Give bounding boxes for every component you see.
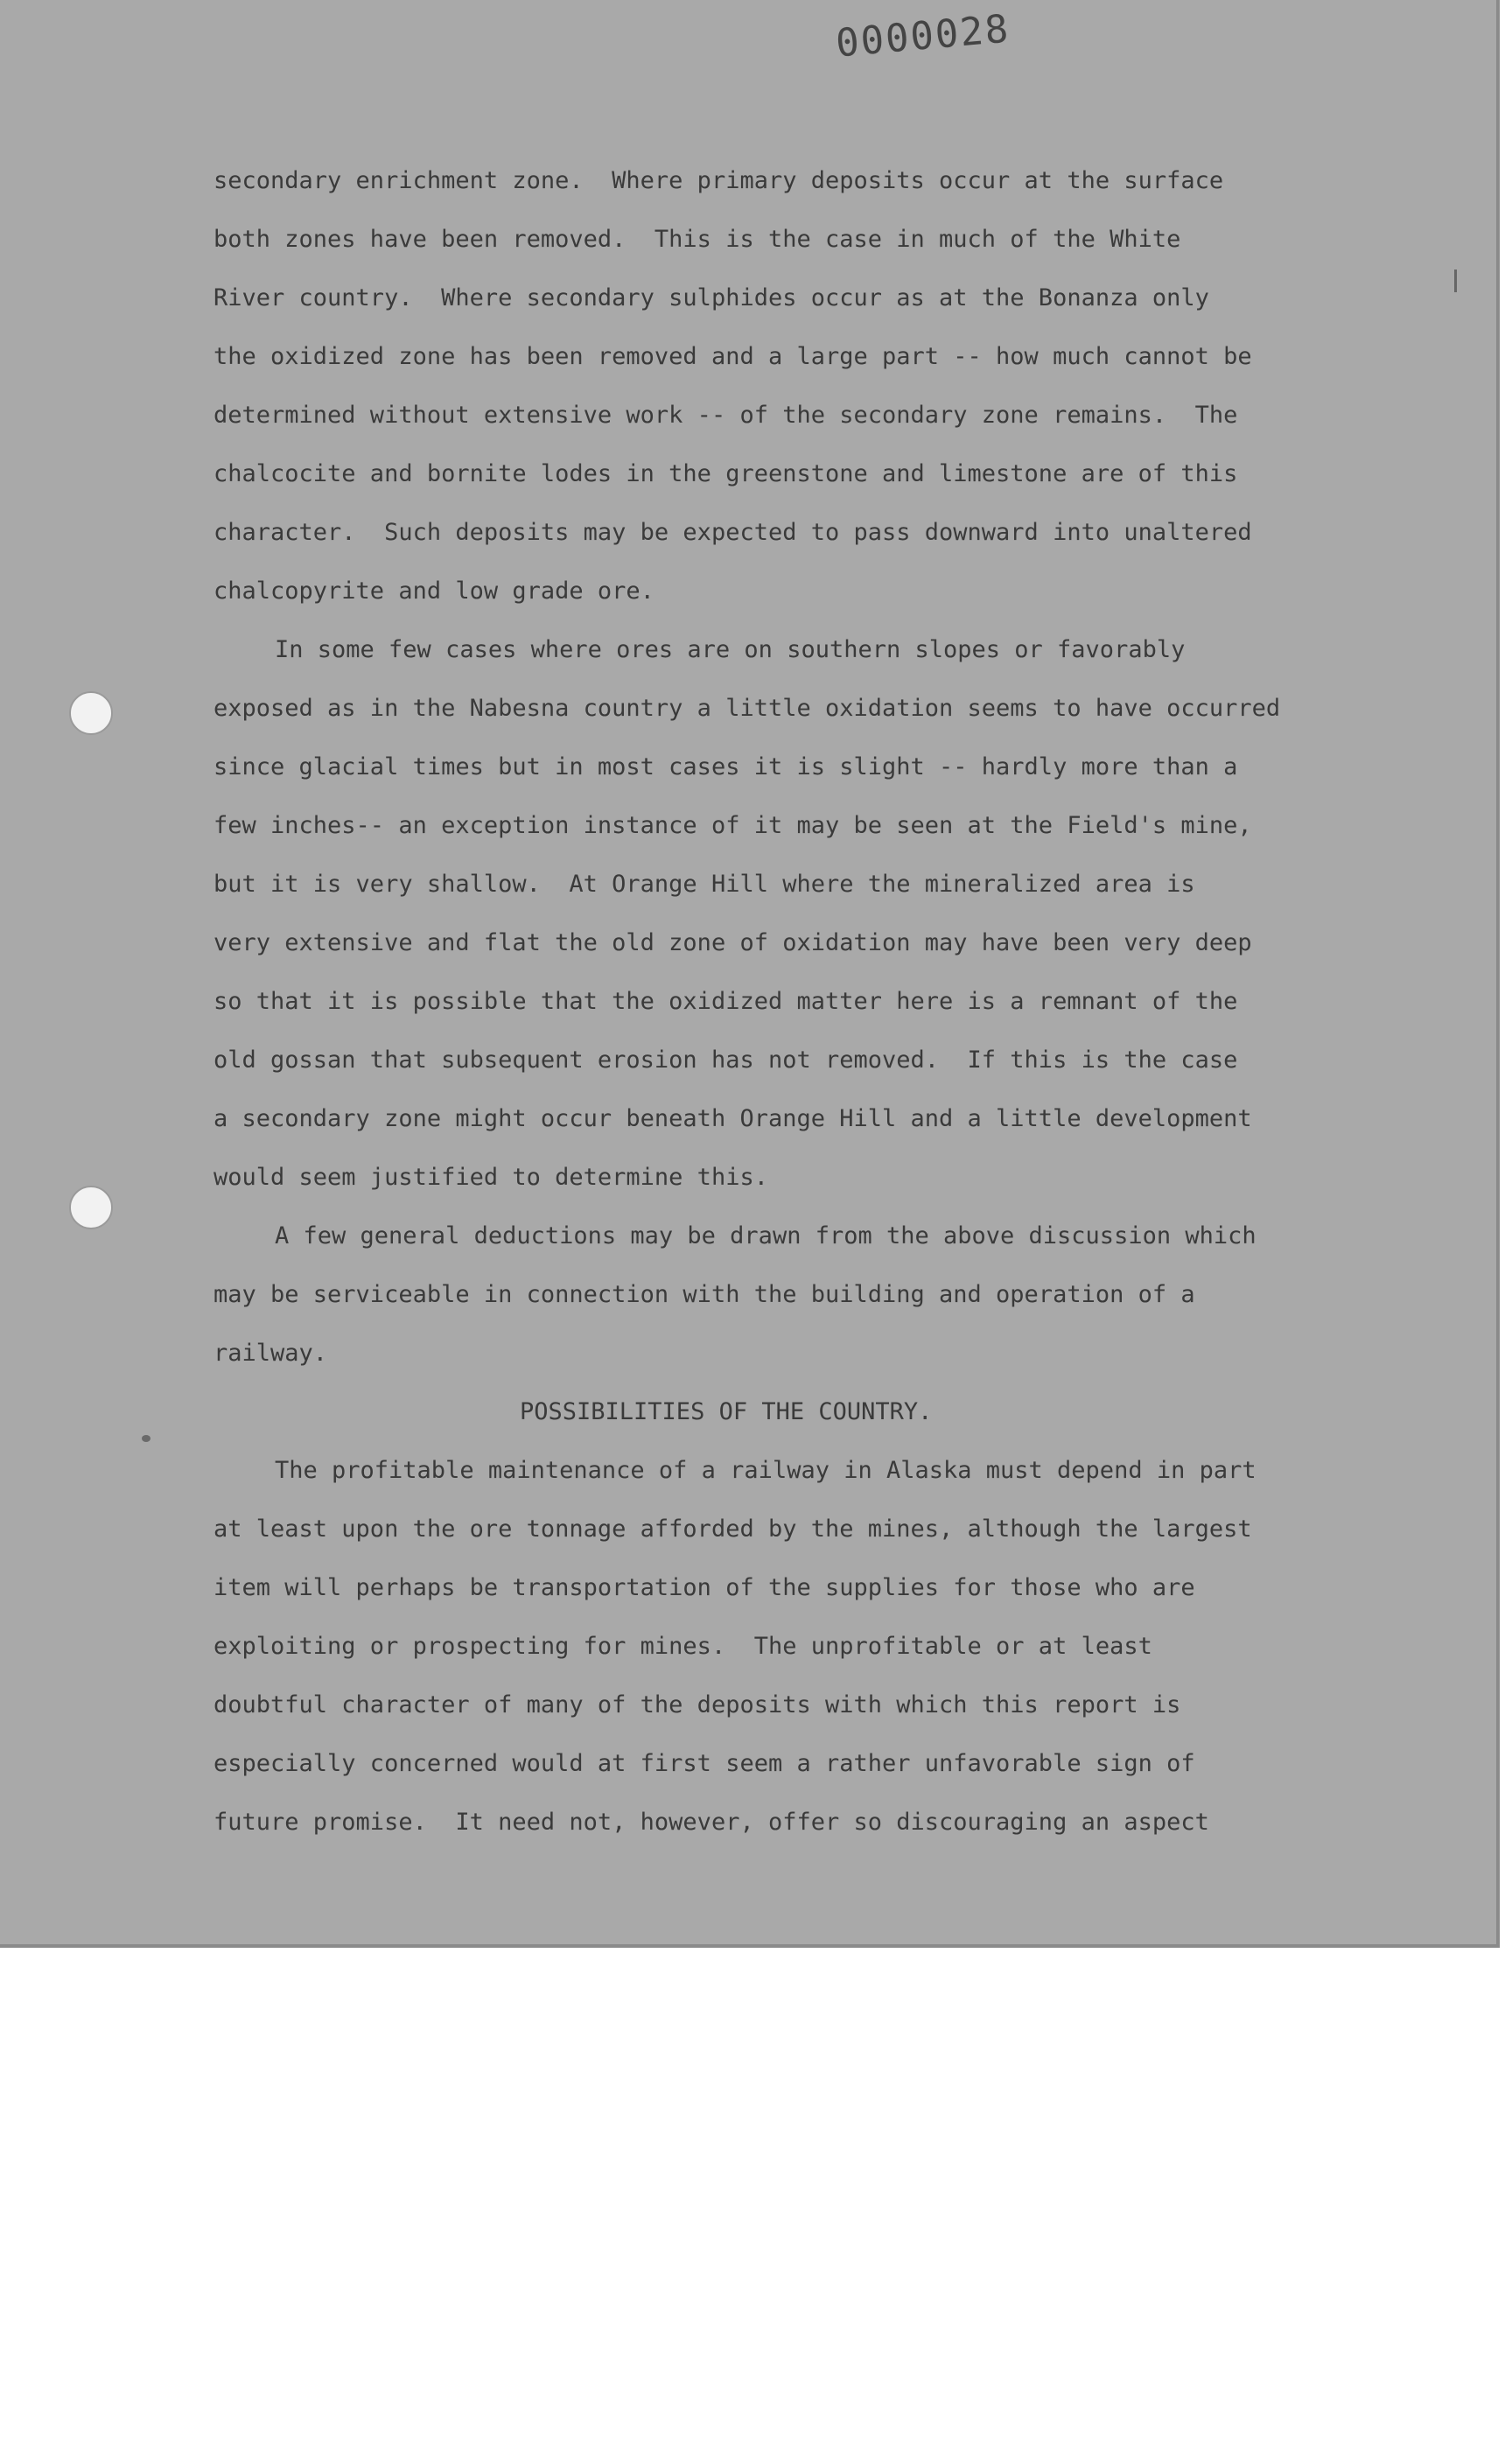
text-line: since glacial times but in most cases it is slight -- hardly more than a xyxy=(214,753,1238,780)
text-line: future promise. It need not, however, offer so discouraging an aspect xyxy=(214,1809,1209,1836)
page-number-stamp: 0000028 xyxy=(834,6,1012,66)
text-line: may be serviceable in connection with the building and operation of a xyxy=(214,1281,1195,1308)
section-heading: POSSIBILITIES OF THE COUNTRY. xyxy=(520,1398,933,1425)
margin-mark xyxy=(1454,270,1457,292)
text-line: The profitable maintenance of a railway in Alaska must depend in part xyxy=(275,1457,1256,1484)
text-line: very extensive and flat the old zone of oxidation may have been very deep xyxy=(214,929,1252,956)
text-line: exploiting or prospecting for mines. The unprofitable or at least xyxy=(214,1633,1152,1660)
text-line: old gossan that subsequent erosion has not removed. If this is the case xyxy=(214,1046,1238,1074)
text-line: exposed as in the Nabesna country a little oxidation seems to have occurred xyxy=(214,695,1281,722)
text-line: railway. xyxy=(214,1340,328,1367)
text-line: both zones have been removed. This is the case in much of the White xyxy=(214,226,1181,253)
text-line: secondary enrichment zone. Where primary deposits occur at the surface xyxy=(214,167,1224,194)
text-line: but it is very shallow. At Orange Hill where the mineralized area is xyxy=(214,871,1195,898)
punch-hole xyxy=(69,1186,113,1229)
text-line: few inches-- an exception instance of it may be seen at the Field's mine, xyxy=(214,812,1252,839)
text-line: In some few cases where ores are on southern slopes or favorably xyxy=(275,636,1186,663)
paragraph-group xyxy=(214,1452,1360,1863)
paragraph-group xyxy=(214,163,1360,1394)
text-line: doubtful character of many of the deposits with which this report is xyxy=(214,1691,1181,1718)
text-line: item will perhaps be transportation of the supplies for those who are xyxy=(214,1574,1195,1601)
paper-speck xyxy=(142,1435,150,1442)
text-line: a secondary zone might occur beneath Orange Hill and a little development xyxy=(214,1105,1252,1132)
typed-text-block xyxy=(214,163,1360,1863)
punch-hole xyxy=(69,691,113,735)
text-line: A few general deductions may be drawn from the above discussion which xyxy=(275,1222,1256,1250)
text-line: so that it is possible that the oxidized matter here is a remnant of the xyxy=(214,988,1238,1015)
text-line: chalcopyrite and low grade ore. xyxy=(214,578,654,605)
text-line: the oxidized zone has been removed and a large part -- how much cannot be xyxy=(214,343,1252,370)
text-line: character. Such deposits may be expected to pass downward into unaltered xyxy=(214,519,1252,546)
text-line: chalcocite and bornite lodes in the greenstone and limestone are of this xyxy=(214,460,1238,487)
text-line: River country. Where secondary sulphides occur as at the Bonanza only xyxy=(214,284,1209,312)
text-line: especially concerned would at first seem a rather unfavorable sign of xyxy=(214,1750,1195,1777)
text-line: would seem justified to determine this. xyxy=(214,1164,768,1191)
text-line: at least upon the ore tonnage afforded by the mines, although the largest xyxy=(214,1516,1252,1543)
text-line: determined without extensive work -- of the secondary zone remains. The xyxy=(214,402,1238,429)
